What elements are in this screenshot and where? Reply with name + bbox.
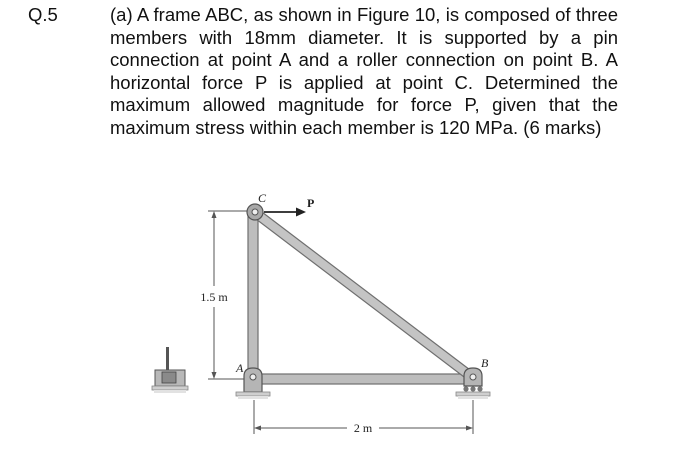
frame-members: [248, 209, 478, 384]
label-c: C: [258, 191, 267, 205]
pin-detail-sketch: [152, 347, 188, 393]
member-bc: [252, 209, 478, 383]
member-ac: [248, 213, 258, 380]
width-dimension-label: 2 m: [353, 421, 373, 435]
height-dimension-label: 1.5 m: [200, 290, 228, 304]
label-b: B: [481, 356, 489, 370]
member-ab: [254, 374, 474, 384]
question-text: (a) A frame ABC, as shown in Figure 10, is composed of three members with 18mm diameter. It is supported by a pin connection at point A and a roller connection on point B. A horizontal force P is applied at point C. Determined the maximum allowed magnitude for force P, given that the maximum stress within each member is 120 MPa. (6 marks): [110, 4, 618, 138]
force-p-arrow: [264, 208, 306, 217]
joint-c: [247, 204, 263, 220]
label-p: P: [307, 196, 315, 210]
question-number: Q.5: [28, 4, 58, 25]
label-a: A: [236, 361, 244, 375]
